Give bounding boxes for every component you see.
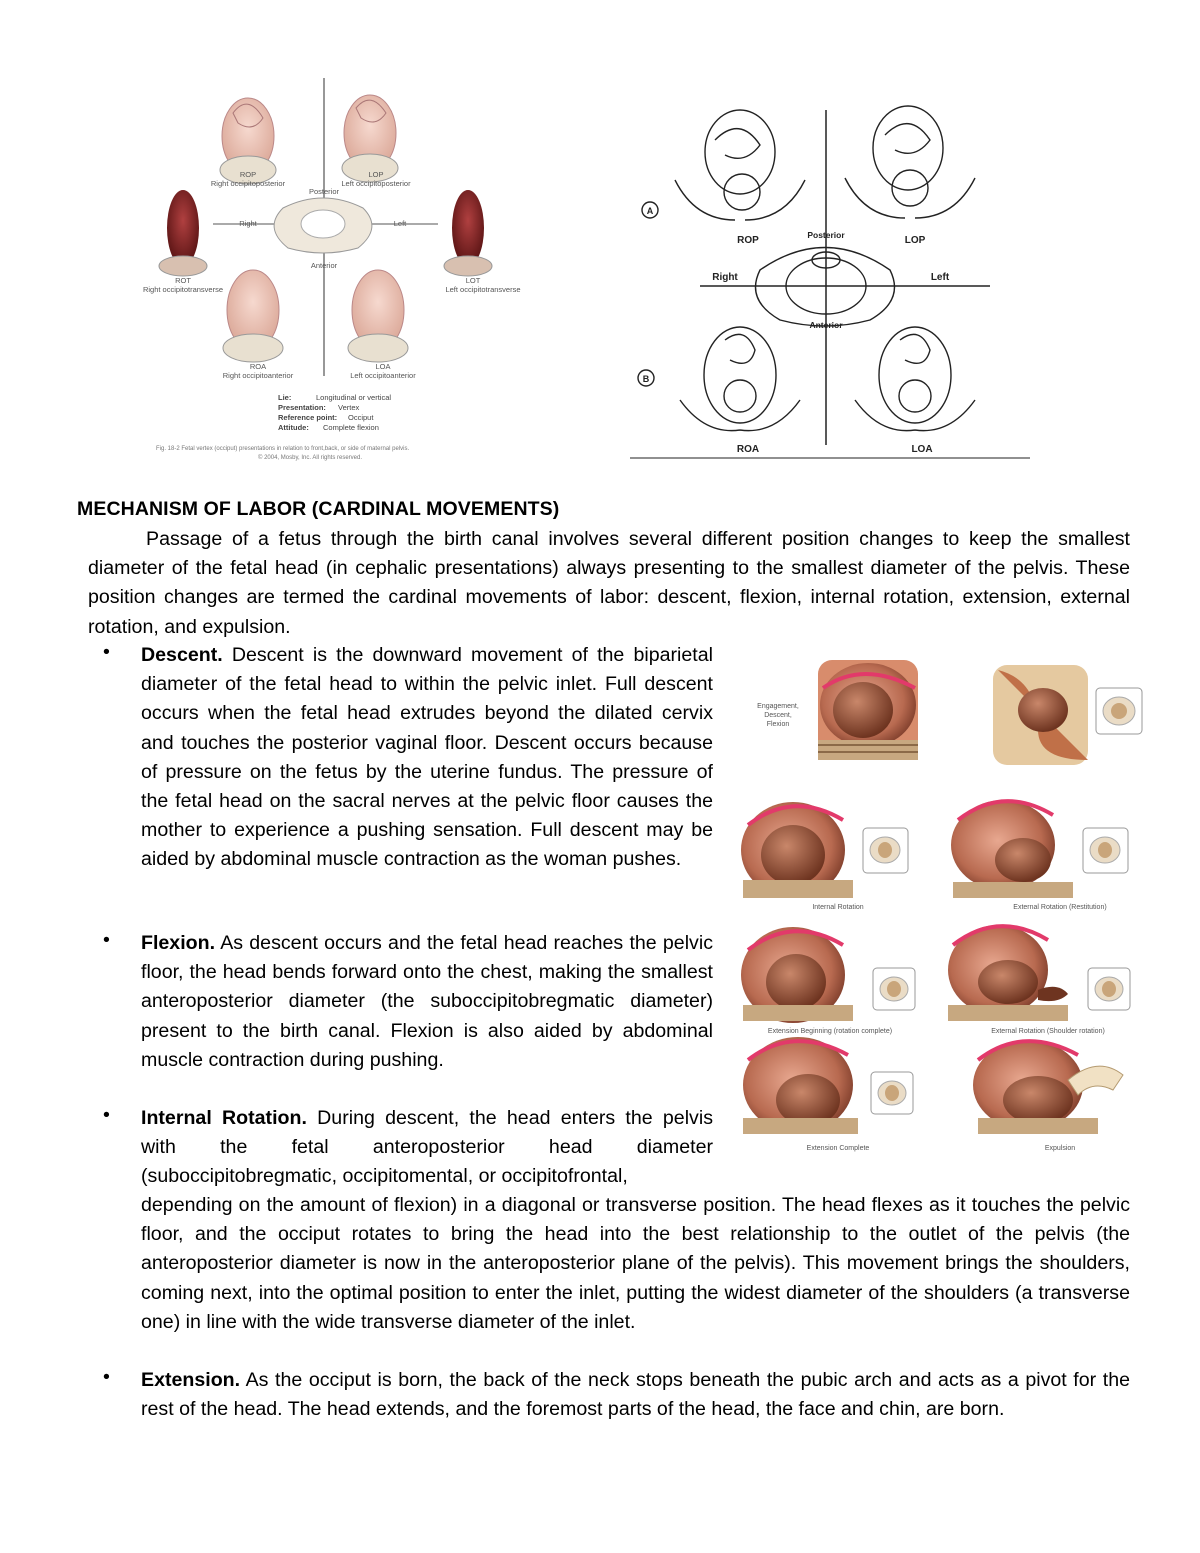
external-rotation-shoulder-label: External Rotation (Shoulder rotation) [991, 1028, 1105, 1035]
list-item-flexion [141, 929, 713, 1075]
lot-fetus-illustration [444, 190, 492, 276]
lot-label: Left occipitotransverse [445, 285, 521, 294]
roa-fetus-illustration [223, 270, 283, 362]
cardinal-movements-figure [738, 660, 1148, 1160]
fetal-positions-figure-b [630, 100, 1035, 465]
internal-rotation-continued: depending on the amount of flexion) in a diagonal or transverse position. The head flexes as it touches the pelvic floor, and the occiput rotates to bring the head into the best relationship to the outlet of the pelvis (the anteroposterior diameter is now in the anteroposterior plane of the pelvis). This movement brings the shoulders, coming next, into the optimal position to enter the inlet, putting the widest diameter of the shoulders (a transverse one) in line with the wide transverse diameter of the inlet. [141, 1194, 1130, 1333]
right-text: Right [712, 272, 738, 283]
loa-text: LOA [911, 444, 933, 455]
rop-label: Right occipitoposterior [210, 179, 286, 188]
external-rotation-shoulder-panel [948, 925, 1130, 1021]
bullet-extension: • [103, 1366, 110, 1388]
roa-text: ROA [736, 444, 760, 455]
intro-text: Passage of a fetus through the birth canal involves several different position changes to keep the smallest diameter of the fetal head (in cephalic presentations) always presenting to the smallest diameter of the pelvis. These position changes are termed the cardinal movements of labor: descent, flexion, internal rotation, extension, external rotation, and expulsion. [88, 528, 1130, 638]
fetal-positions-figure-a [138, 78, 538, 468]
internal-rotation-label: Internal Rotation [812, 904, 864, 911]
descent-term: Descent. [141, 644, 223, 666]
rop-text: ROP [737, 235, 759, 246]
extension-beginning-panel [741, 927, 915, 1023]
internal-rotation-term: Internal Rotation. [141, 1107, 307, 1129]
extension-beginning-label: Extension Beginning (rotation complete) [767, 1028, 893, 1035]
anterior-text: Anterior [809, 320, 843, 330]
lot-abbr: LOT [465, 276, 481, 285]
section-heading: MECHANISM OF LABOR (CARDINAL MOVEMENTS) [77, 498, 560, 520]
roa-abbr: ROA [249, 362, 267, 371]
left-text: Left [930, 272, 950, 283]
bullet-flexion: • [103, 929, 110, 951]
engagement-label-line3: Flexion [766, 721, 790, 728]
bullet-internal-rotation: • [103, 1104, 110, 1126]
marker-a: A [646, 206, 654, 216]
flexion-text: As descent occurs and the fetal head reaches the pelvic floor, the head bends forward onto the chest, making the smallest anteroposterior diameter (the suboccipitobregmatic diameter) present to the birth canal. Flexion is also aided by abdominal muscle contraction during pushing. [141, 932, 713, 1071]
engagement-pelvis-panel [993, 665, 1142, 765]
posterior-text: Posterior [807, 230, 845, 240]
engagement-label-line2: Descent, [764, 712, 792, 719]
figure-caption-line2: © 2004, Mosby, Inc. All rights reserved. [258, 455, 363, 461]
lop-line-fetus [845, 106, 975, 218]
legend-reference-value: Occiput [348, 413, 374, 422]
roa-label: Right occipitoanterior [222, 371, 294, 380]
loa-fetus-illustration [348, 270, 408, 362]
anterior-label: Anterior [310, 261, 338, 270]
flexion-term: Flexion. [141, 932, 216, 954]
rot-fetus-illustration [159, 190, 207, 276]
extension-complete-panel [743, 1037, 913, 1134]
extension-text: As the occiput is born, the back of the neck stops beneath the pubic arch and acts as a pivot for the rest of the head. The head extends, and the foremost parts of the head, the face and chin, are born. [141, 1369, 1130, 1421]
internal-rotation-text: During descent, the head enters the pelvis with the fetal anteroposterior head diameter (suboccipitobregmatic, occipitomental, or occipitofrontal, [141, 1107, 713, 1188]
marker-b: B [642, 374, 650, 384]
extension-complete-label: Extension Complete [806, 1145, 870, 1152]
external-rotation-restitution-label: External Rotation (Restitution) [1013, 904, 1107, 911]
engagement-panel [818, 660, 918, 760]
legend-lie-value: Longitudinal or vertical [316, 393, 392, 402]
list-item-internal-rotation [141, 1104, 713, 1192]
rot-label: Right occipitotransverse [142, 285, 224, 294]
extension-term: Extension. [141, 1369, 241, 1391]
loa-line-fetus [855, 327, 975, 431]
legend-attitude-value: Complete flexion [323, 423, 379, 432]
intro-paragraph [88, 525, 1130, 642]
bullet-descent: • [103, 641, 110, 663]
legend-reference-key: Reference point: [278, 413, 338, 422]
legend-lie-key: Lie: [278, 393, 292, 402]
external-rotation-restitution-panel [951, 800, 1128, 898]
rot-abbr: ROT [175, 276, 191, 285]
pelvis-center-illustration [274, 198, 372, 253]
legend-presentation-value: Vertex [338, 403, 360, 412]
expulsion-label: Expulsion [1044, 1145, 1076, 1152]
list-item-extension [141, 1366, 1130, 1424]
rop-abbr: ROP [239, 170, 257, 179]
posterior-label: Posterior [308, 187, 340, 196]
right-label: Right [239, 219, 257, 228]
engagement-label-line1: Engagement, [757, 703, 799, 710]
figure-caption-line1: Fig. 18-2 Fetal vertex (occiput) presentations in relation to front,back, or side of maternal pelvis. [156, 446, 410, 452]
legend-presentation-key: Presentation: [278, 403, 326, 412]
descent-text: Descent is the downward movement of the biparietal diameter of the fetal head to within the pelvic inlet. Full descent occurs when the fetal head extrudes beyond the dilated cervix and touches the posterior vaginal floor. Descent occurs because of pressure on the fetus by the uterine fundus. The pressure of the fetal head on the sacral nerves at the pelvic floor causes the mother to experience a pushing sensation. Full descent may be aided by abdominal muscle contraction as the woman pushes. [141, 644, 713, 871]
lop-fetus-illustration [342, 95, 398, 182]
lop-label: Left occipitoposterior [341, 179, 411, 188]
lop-abbr: LOP [368, 170, 384, 179]
lop-text: LOP [904, 235, 926, 246]
roa-line-fetus [680, 327, 800, 431]
loa-label: Left occipitoanterior [350, 371, 416, 380]
internal-rotation-panel [741, 802, 908, 898]
rop-line-fetus [675, 110, 805, 220]
list-item-descent [141, 641, 713, 875]
legend-attitude-key: Attitude: [278, 423, 309, 432]
left-label: Left [393, 219, 407, 228]
expulsion-panel [973, 1040, 1123, 1134]
loa-abbr: LOA [375, 362, 391, 371]
